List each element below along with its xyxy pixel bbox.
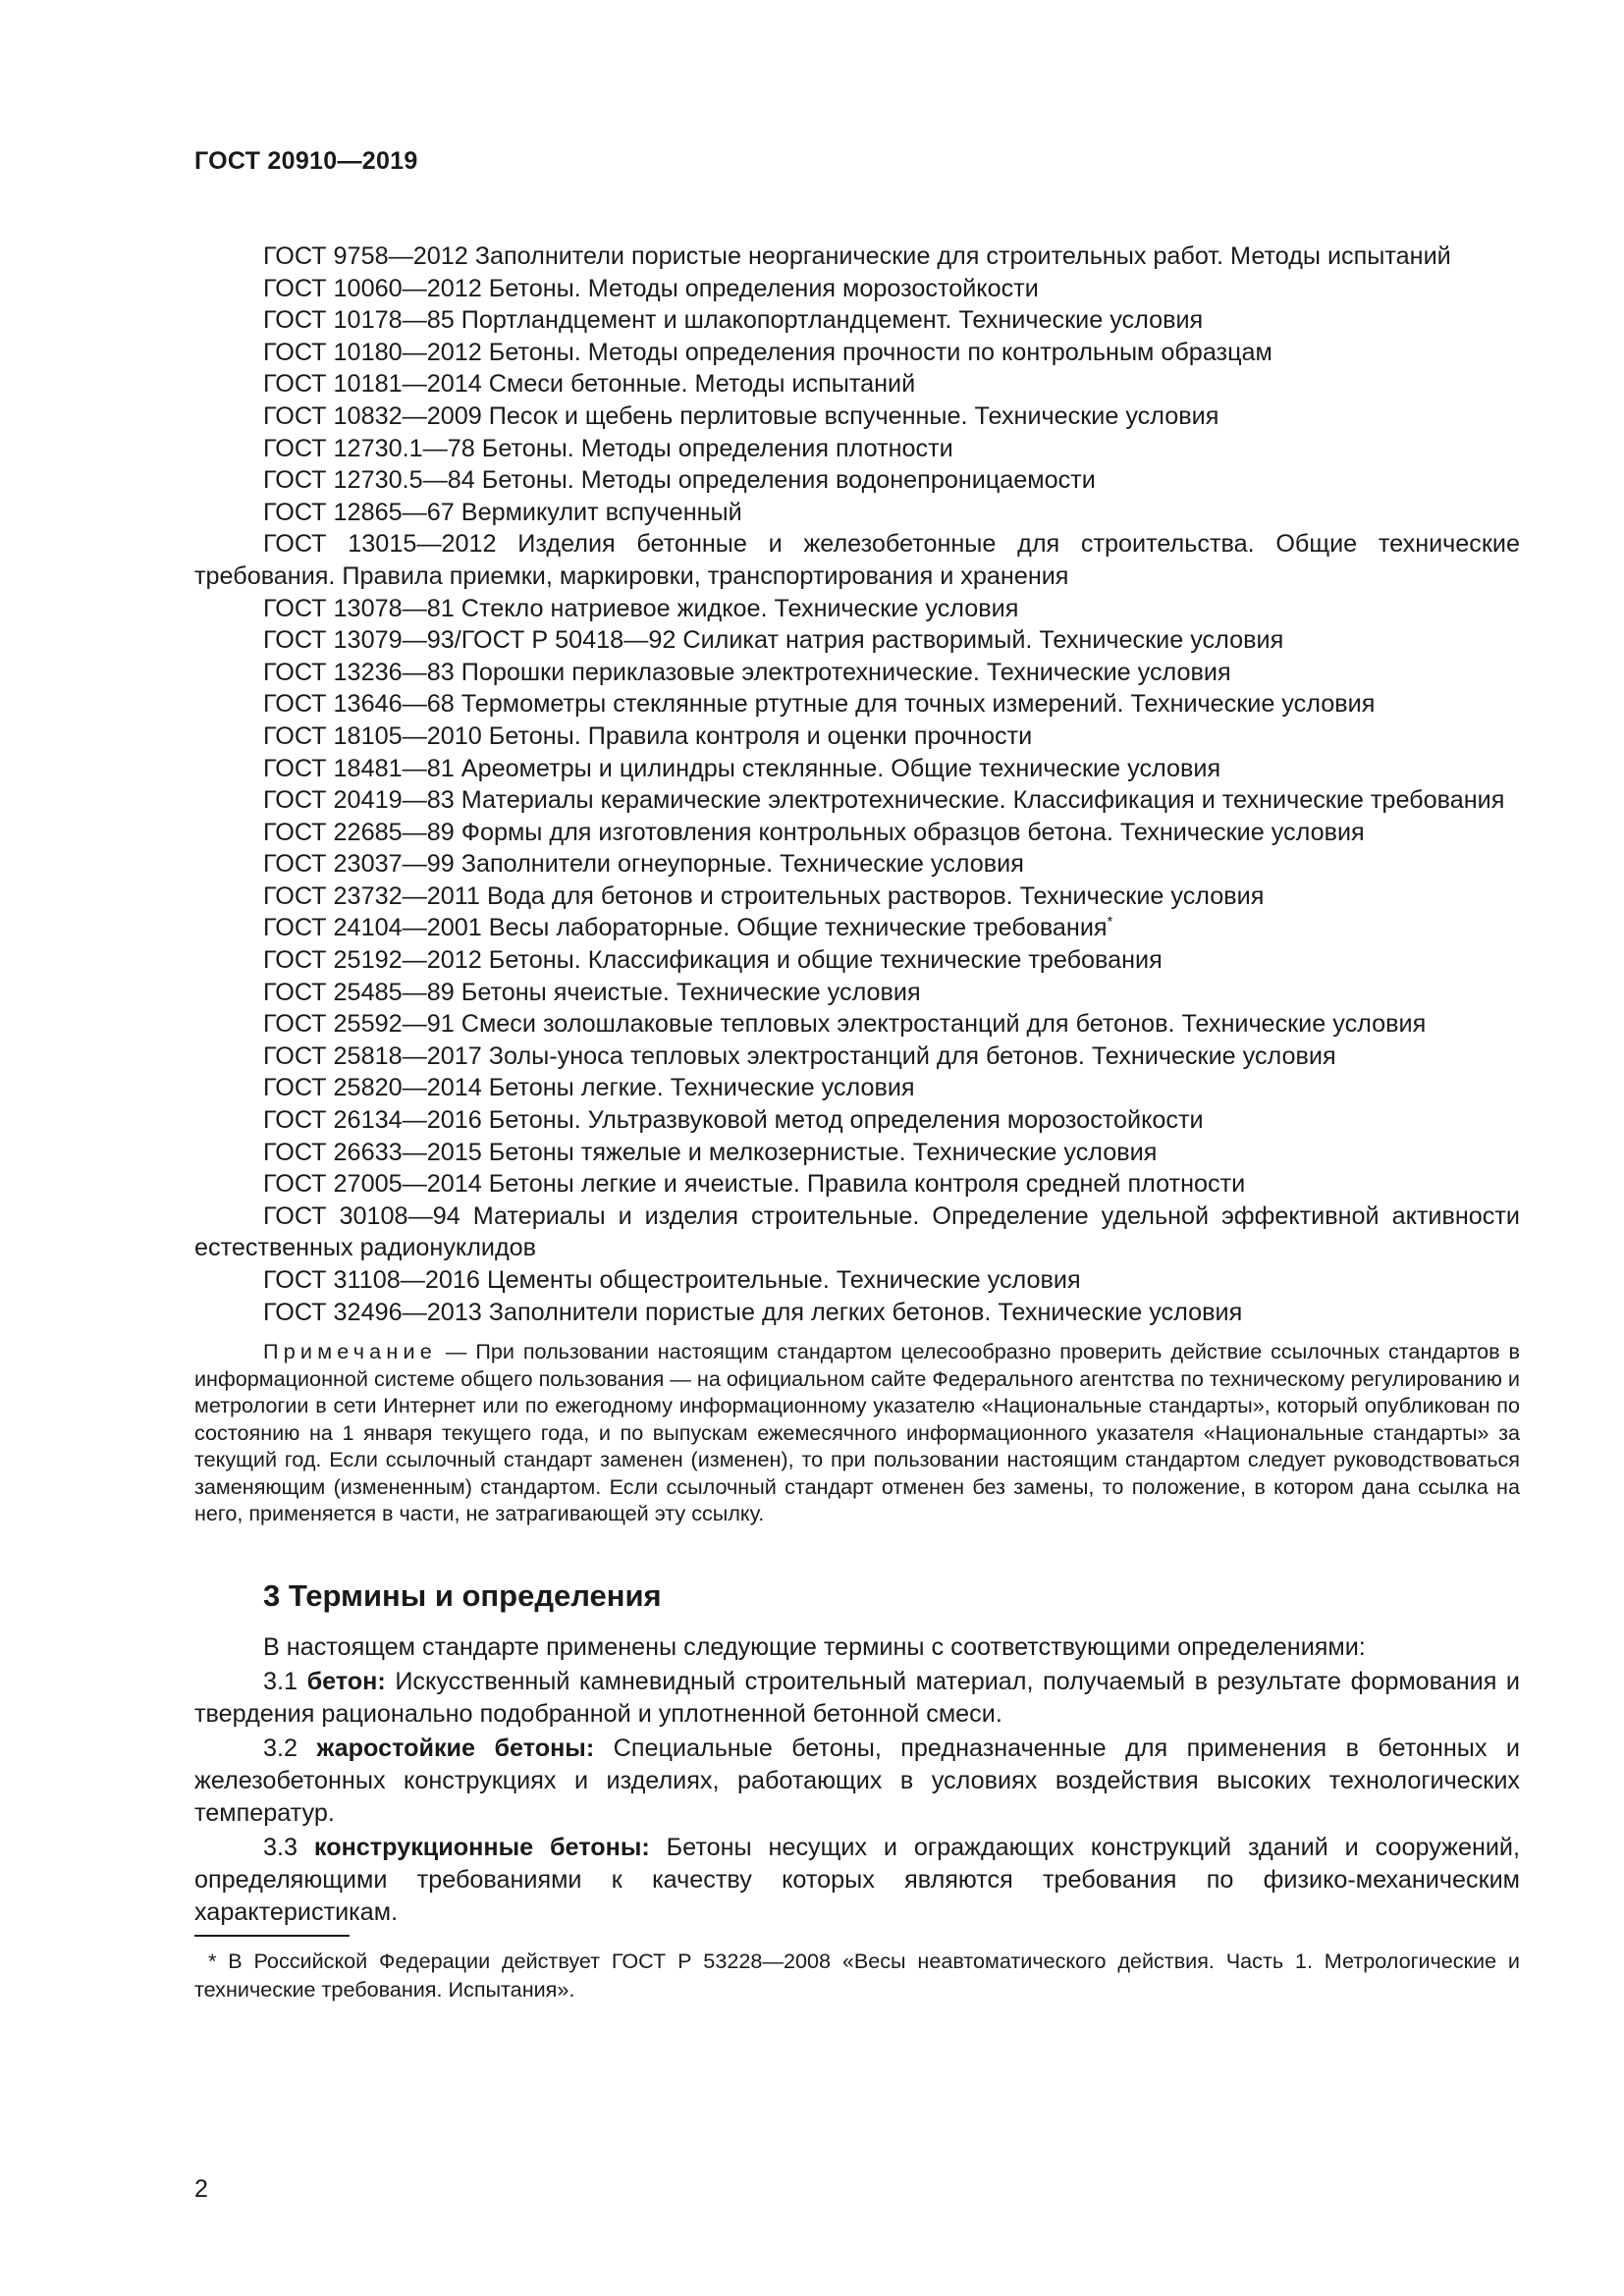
reference-item: ГОСТ 13646—68 Термометры стеклянные ртутные для точных измерений. Технические условия [263,690,1376,719]
term-number: 3.3 [263,1833,314,1861]
term-text: Бетоны несущих и ограждающих конструкций зданий и сооружений, определяющими требованиями к качеству которых являются требования по физико-механическим характеристикам. [194,1833,1520,1926]
note-text: — При пользовании настоящим стандартом целесообразно проверить действие ссылочных стандартов в информационной системе общего пользования — на официальном сайте Федерального агентства по техническому регулированию и метрологии в сети Интернет или по ежегодному информационному указателю «Национальные стандарты», который опубликован по состоянию на 1 января текущего года, и по выпускам ежемесячного информационного указателя «Национальные стандарты» за текущий год. Если ссылочный стандарт заменен (изменен), то при пользовании настоящим стандартом следует руководствоваться заменяющим (измененным) стандартом. Если ссылочный стандарт отменен без замены, то положение, в котором дана ссылка на него, применяется в части, не затрагивающей эту ссылку. [194,1339,1520,1526]
document-header: ГОСТ 20910—2019 [194,147,418,175]
section-title: 3 Термины и определения [263,1577,662,1613]
reference-item: ГОСТ 26134—2016 Бетоны. Ультразвуковой метод определения морозостойкости [263,1106,1204,1135]
term-definition [194,1832,1520,1929]
reference-item: ГОСТ 10060—2012 Бетоны. Методы определения морозостойкости [263,274,1039,302]
reference-item: ГОСТ 18481—81 Ареометры и цилиндры стеклянные. Общие технические условия [263,754,1221,782]
term-definition [194,1733,1520,1830]
reference-item: ГОСТ 18105—2010 Бетоны. Правила контроля и оценки прочности [263,721,1033,750]
reference-item: ГОСТ 10181—2014 Смеси бетонные. Методы испытаний [263,370,916,399]
reference-item: ГОСТ 25820—2014 Бетоны легкие. Технические условия [263,1074,915,1102]
term-number: 3.1 [263,1667,307,1695]
reference-item: ГОСТ 10180—2012 Бетоны. Методы определения прочности по контрольным образцам [263,338,1272,366]
note-label: Примечание [263,1339,437,1364]
reference-item: ГОСТ 10832—2009 Песок и щебень перлитовые вспученные. Технические условия [263,401,1219,430]
references-note [194,1338,1520,1527]
reference-item: ГОСТ 9758—2012 Заполнители пористые неорганические для строительных работ. Методы испытаний [263,242,1451,270]
reference-item: ГОСТ 10178—85 Портландцемент и шлакопортландцемент. Технические условия [263,306,1204,335]
reference-item: ГОСТ 25192—2012 Бетоны. Классификация и общие технические требования [263,946,1163,975]
term-text: Искусственный камневидный строительный материал, получаемый в результате формования и твердения рационально подобранной и уплотненной бетонной смеси. [194,1667,1521,1728]
reference-item: ГОСТ 32496—2013 Заполнители пористые для легких бетонов. Технические условия [263,1298,1243,1326]
term-name: бетон: [306,1667,386,1695]
reference-item-text: ГОСТ 24104—2001 Весы лабораторные. Общие технические требования [263,914,1108,942]
term-text: Специальные бетоны, предназначенные для применения в бетонных и железобетонных конструкциях и изделиях, работающих в условиях воздействия высоких технологических температур. [194,1734,1521,1827]
footnote: * В Российской Федерации действует ГОСТ Р 53228—2008 «Весы неавтоматического действия. Часть 1. Метрологические и технические требования. Испытания». [194,1948,1520,2002]
section-body [194,1631,1520,1929]
reference-item: ГОСТ 13078—81 Стекло натриевое жидкое. Технические условия [263,594,1019,622]
section-intro: В настоящем стандарте применены следующие термины с соответствующими определениями: [263,1632,1366,1661]
reference-item: ГОСТ 13079—93/ГОСТ Р 50418—92 Силикат натрия растворимый. Технические условия [263,626,1284,655]
reference-item [194,912,1520,944]
term-number: 3.2 [263,1734,317,1762]
reference-item: ГОСТ 12730.1—78 Бетоны. Методы определения плотности [263,434,953,462]
reference-item: ГОСТ 25485—89 Бетоны ячеистые. Технические условия [263,978,921,1006]
term-definition [194,1666,1520,1731]
reference-item: ГОСТ 25818—2017 Золы-уноса тепловых электростанций для бетонов. Технические условия [263,1041,1336,1070]
reference-item: ГОСТ 13015—2012 Изделия бетонные и железобетонные для строительства. Общие технические требования. Правила приемки, маркировки, транспортирования и хранения [194,530,1520,590]
reference-item: ГОСТ 27005—2014 Бетоны легкие и ячеистые. Правила контроля средней плотности [263,1170,1246,1199]
reference-item: ГОСТ 13236—83 Порошки периклазовые электротехнические. Технические условия [263,658,1231,686]
term-name: жаростойкие бетоны: [316,1734,595,1762]
reference-item: ГОСТ 12730.5—84 Бетоны. Методы определения водонепроницаемости [263,466,1096,495]
footnote-marker: * [1107,914,1113,932]
reference-item: ГОСТ 20419—83 Материалы керамические электротехнические. Классификация и технические требования [263,786,1505,815]
reference-item: ГОСТ 25592—91 Смеси золошлаковые тепловых электростанций для бетонов. Технические условия [263,1010,1427,1039]
reference-item: ГОСТ 12865—67 Вермикулит вспученный [263,498,742,526]
reference-item: ГОСТ 31108—2016 Цементы общестроительные. Технические условия [263,1266,1081,1294]
reference-item: ГОСТ 22685—89 Формы для изготовления контрольных образцов бетона. Технические условия [263,818,1365,846]
reference-item: ГОСТ 30108—94 Материалы и изделия строительные. Определение удельной эффективной активности естественных радионуклидов [194,1201,1520,1262]
document-page [194,147,1520,2003]
footnote-divider [194,1935,350,1937]
reference-item: ГОСТ 26633—2015 Бетоны тяжелые и мелкозернистые. Технические условия [263,1138,1158,1166]
normative-references-list [194,240,1520,1328]
page-number: 2 [194,2175,208,2203]
reference-item: ГОСТ 23037—99 Заполнители огнеупорные. Технические условия [263,850,1024,879]
term-name: конструкционные бетоны: [313,1833,650,1861]
reference-item: ГОСТ 23732—2011 Вода для бетонов и строительных растворов. Технические условия [263,881,1265,910]
